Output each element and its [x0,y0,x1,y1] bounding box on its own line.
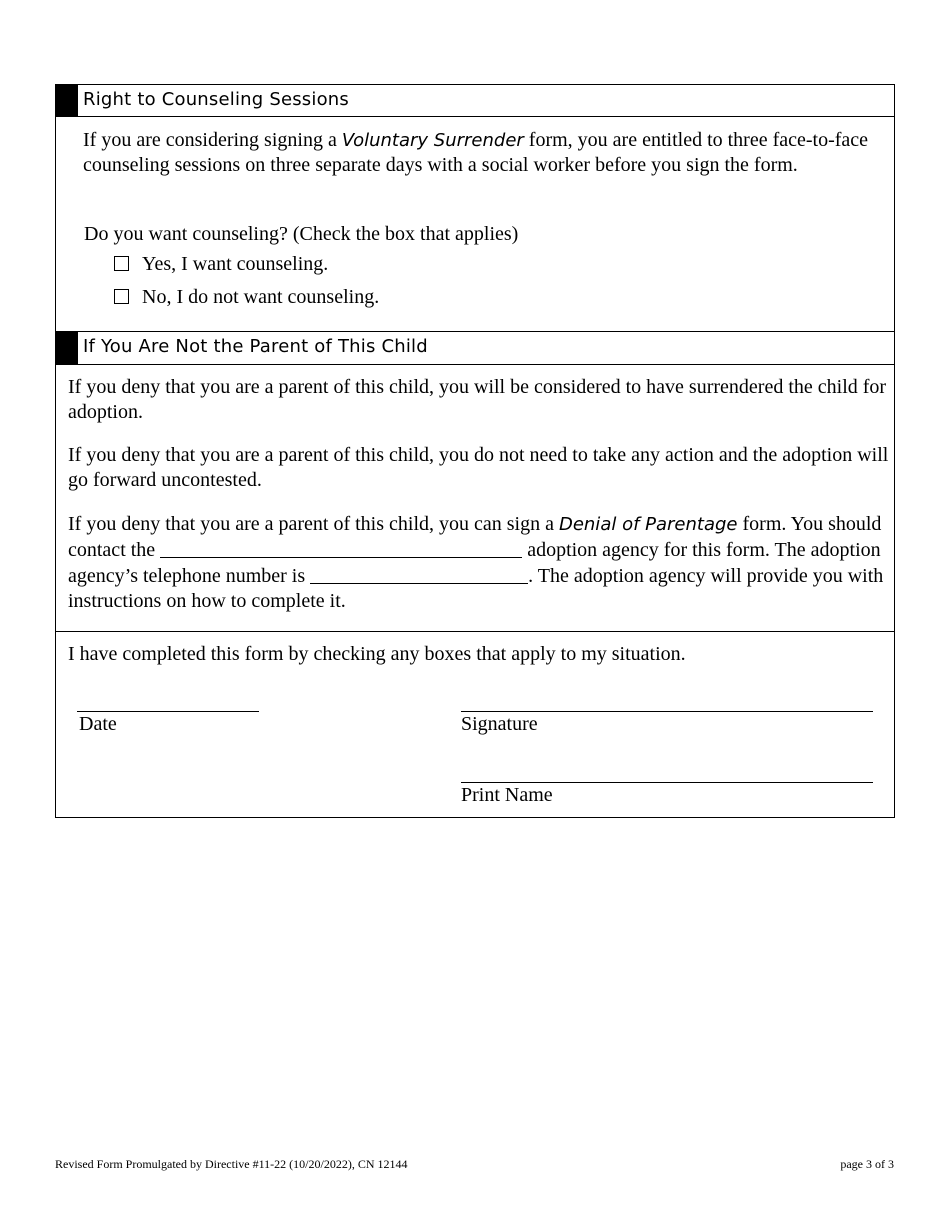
print-name-label: Print Name [461,784,553,806]
completion-statement: I have completed this form by checking any boxes that apply to my situation. [68,643,686,665]
section-header-bar [56,332,78,364]
form-frame [55,84,895,818]
checkbox-yes[interactable] [114,256,129,271]
not-parent-paragraph-3 [68,512,890,614]
signature-line[interactable] [461,711,873,712]
not-parent-paragraph-2: If you deny that you are a parent of this child, you do not need to take any action and the adoption will go forward uncontested. [68,444,889,491]
date-label: Date [79,713,117,735]
date-line[interactable] [77,711,259,712]
counseling-paragraph [83,128,888,178]
section-header-counseling [56,85,894,117]
agency-name-blank[interactable] [160,539,522,558]
counseling-question: Do you want counseling? (Check the box that applies) [84,223,519,245]
text: If you are considering signing a [83,129,342,151]
text: form, you are entitled to three face-to-face counseling sessions on three separate days with a social worker before you sign the form. [83,129,869,176]
footer-page-number: page 3 of 3 [840,1157,894,1171]
print-name-line[interactable] [461,782,873,783]
text: . The adoption agency will provide you with instructions on how to complete it. [68,565,884,612]
option-yes-counseling[interactable] [114,253,328,277]
agency-phone-blank[interactable] [310,565,528,584]
checkbox-no[interactable] [114,289,129,304]
signature-label: Signature [461,713,538,735]
option-no-counseling[interactable] [114,286,379,310]
text: form. You should contact the [68,513,882,561]
form-name-voluntary-surrender: Voluntary Surrender [341,130,524,151]
not-parent-paragraph-1: If you deny that you are a parent of this child, you will be considered to have surrendered the child for adoption. [68,376,887,423]
option-label: No, I do not want counseling. [142,286,380,308]
section-title: If You Are Not the Parent of This Child [83,336,428,357]
text: If you deny that you are a parent of this child, you can sign a [68,513,559,535]
section-header-bar [56,85,78,116]
form-name-denial-of-parentage: Denial of Parentage [558,514,738,535]
section-title: Right to Counseling Sessions [83,89,349,110]
text: adoption agency for this form. The adoption agency’s telephone number is [68,539,881,587]
section-header-not-parent [56,331,894,365]
section-divider [56,631,894,632]
footer-directive: Revised Form Promulgated by Directive #11-22 (10/20/2022), CN 12144 [55,1157,408,1171]
option-label: Yes, I want counseling. [142,253,329,275]
